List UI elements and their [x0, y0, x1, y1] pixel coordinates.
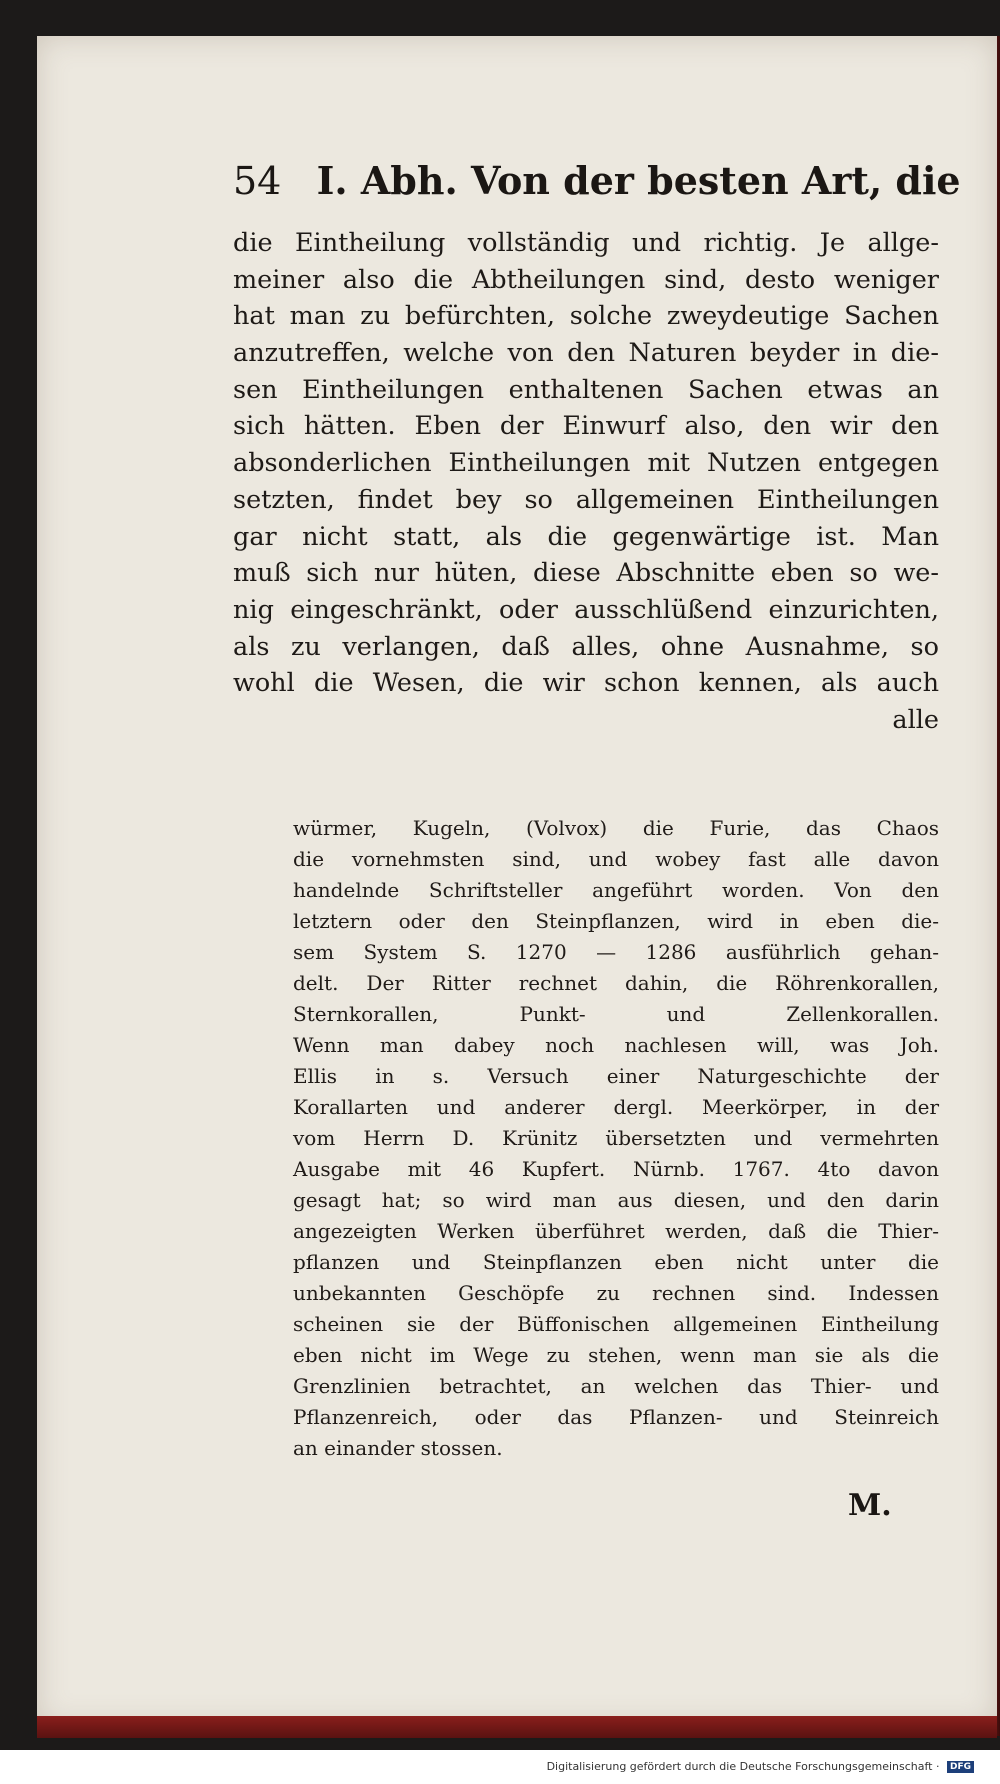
footnote-block: [293, 813, 939, 1464]
footnote-line: unbekannten Geschöpfe zu rechnen sind. Indessen: [293, 1281, 939, 1305]
text-line: sen Eintheilungen enthaltenen Sachen etwas an: [233, 374, 939, 405]
footnote-line: Ausgabe mit 46 Kupfert. Nürnb. 1767. 4to davon: [293, 1157, 939, 1181]
digitization-credit-text: Digitalisierung gefördert durch die Deutsche Forschungsgemeinschaft ·: [546, 1760, 940, 1773]
text-line: gar nicht statt, als die gegenwärtige ist. Man: [233, 521, 939, 552]
footnote-line: Sternkorallen, Punkt- und Zellenkorallen.: [293, 1002, 939, 1026]
book-edge-bottom: [37, 1716, 997, 1738]
running-head: [233, 158, 961, 203]
text-line: setzten, findet bey so allgemeinen Eintheilungen: [233, 484, 939, 515]
footnote-line: handelnde Schriftsteller angeführt worden. Von den: [293, 878, 939, 902]
footnote-line: Korallarten und anderer dergl. Meerkörper, in der: [293, 1095, 939, 1119]
page-number: 54: [233, 159, 282, 203]
footnote-line: Ellis in s. Versuch einer Naturgeschichte der: [293, 1064, 939, 1088]
text-line-catch: alle: [892, 704, 939, 735]
footnote-line: Wenn man dabey noch nachlesen will, was Joh.: [293, 1033, 939, 1057]
footnote-line: vom Herrn D. Krünitz übersetzten und vermehrten: [293, 1126, 939, 1150]
footnote-line: Pflanzenreich, oder das Pflanzen- und Steinreich: [293, 1405, 939, 1429]
text-line: sich hätten. Eben der Einwurf also, den wir den: [233, 411, 939, 442]
running-head-title: I. Abh. Von der besten Art, die: [316, 158, 961, 203]
footnote-line: scheinen sie der Büffonischen allgemeinen Eintheilung: [293, 1312, 939, 1336]
text-line: wohl die Wesen, die wir schon kennen, als auch: [233, 668, 939, 699]
main-text-block: [233, 225, 939, 739]
footnote-line: sem System S. 1270 — 1286 ausführlich gehan-: [293, 940, 939, 964]
footnote-line: letztern oder den Steinpflanzen, wird in eben die-: [293, 909, 939, 933]
text-line: muß sich nur hüten, diese Abschnitte eben so we-: [233, 558, 939, 589]
text-line: die Eintheilung vollständig und richtig. Je allge-: [233, 228, 939, 258]
footnote-line: eben nicht im Wege zu stehen, wenn man sie als die: [293, 1343, 939, 1367]
text-line: als zu verlangen, daß alles, ohne Ausnahme, so: [233, 631, 939, 662]
footnote-line: delt. Der Ritter rechnet dahin, die Röhrenkorallen,: [293, 971, 939, 995]
text-line: anzutreffen, welche von den Naturen beyder in die-: [233, 338, 939, 369]
catchword: M.: [848, 1488, 892, 1523]
footnote-line: Grenzlinien betrachtet, an welchen das Thier- und: [293, 1374, 939, 1398]
footnote-line: pflanzen und Steinpflanzen eben nicht unter die: [293, 1250, 939, 1274]
footnote-line: gesagt hat; so wird man aus diesen, und den darin: [293, 1188, 939, 1212]
digitization-credit: [547, 1760, 974, 1773]
text-line: meiner also die Abtheilungen sind, desto weniger: [233, 264, 939, 295]
footnote-line: die vornehmsten sind, und wobey fast alle davon: [293, 847, 939, 871]
text-line: nig eingeschränkt, oder ausschlüßend einzurichten,: [233, 594, 939, 625]
footnote-line: angezeigten Werken überführet werden, daß die Thier-: [293, 1219, 939, 1243]
footnote-line: würmer, Kugeln, (Volvox) die Furie, das Chaos: [293, 816, 939, 840]
footnote-line: an einander stossen.: [293, 1436, 503, 1460]
dfg-logo: DFG: [947, 1761, 974, 1773]
text-line: hat man zu befürchten, solche zweydeutige Sachen: [233, 301, 939, 332]
text-line: absonderlichen Eintheilungen mit Nutzen entgegen: [233, 448, 939, 479]
